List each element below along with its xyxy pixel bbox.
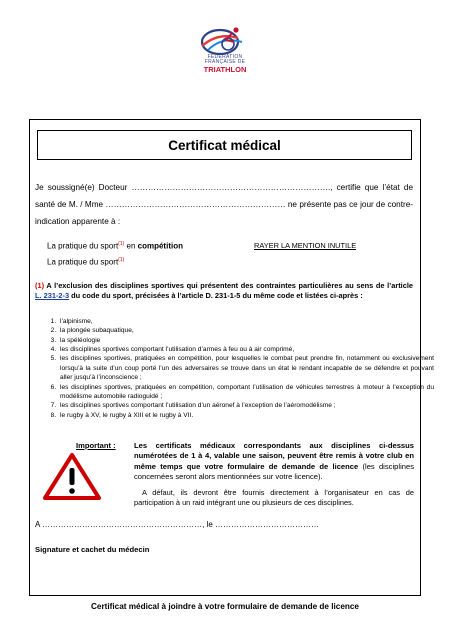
list-item: 4. les disciplines sportives comportant l’utilisation d’armes à feu ou à air comprimé, <box>58 345 434 354</box>
list-item: 1. l’alpinisme, <box>58 317 434 326</box>
important-second: A défaut, ils devront être fournis directement à l’organisateur en cas de participation à un raid intégrant une ou plusieurs de ces disciplines. <box>134 488 414 508</box>
option2-sup: (1) <box>118 257 125 263</box>
list-item: 8. le rugby à XV, le rugby à XIII et le rugby à VII. <box>58 411 434 420</box>
warning-triangle-icon <box>42 452 102 502</box>
list-item: 5. les disciplines sportives, pratiquées en compétition, pour lesquelles le combat peut prendre fin, notamment ou exclusivement lorsqu’à la suite d’un coup porté l’un des adversaires se trouve dans un état le rendant incapable de se défendre et pouvant aller jusqu’à l’inconscience ; <box>58 354 434 382</box>
option2-prefix: La pratique du sport <box>47 257 119 267</box>
option1-bold: compétition <box>137 241 183 251</box>
exclusion-text1: A l’exclusion des disciplines sportives qui présentent des contraintes particulières au sens de l’article <box>44 281 413 290</box>
title-text: Certificat médical <box>168 137 281 153</box>
option1-prefix: La pratique du sport <box>47 241 119 251</box>
important-label-text: Important <box>76 441 112 450</box>
important-bold: Les certificats médicaux correspondants aux disciplines ci-dessus numérotées de 1 à 4, valable une saison, peuvent être remis à votre club en même temps que votre formulaire de demande de licence <box>134 441 414 471</box>
option-pratique <box>47 257 124 268</box>
option1-mid: en <box>124 241 138 251</box>
exclusion-text <box>35 281 413 301</box>
logo-line3: TRIATHLON <box>203 65 247 74</box>
option1-sup: (1) <box>118 241 125 247</box>
important-label <box>76 441 116 450</box>
footer-text: Certificat médical à joindre à votre formulaire de demande de licence <box>90 602 359 611</box>
list-item: 7. les disciplines sportives comportant l’utilisation d’un aéronef à l’exception de l’aéromodélisme ; <box>58 401 434 410</box>
logo-line1: FÉDÉRATION <box>207 54 243 60</box>
article-link[interactable]: L. 231-2-3 <box>35 291 70 301</box>
logo-line2: FRANÇAISE DE <box>204 59 246 65</box>
list-item: 6. les disciplines sportives, pratiquées en compétition, comportant l’utilisation de véhicules terrestres à moteur à l’exception du modélisme automobile radioguidé ; <box>58 383 434 402</box>
strike-note: RAYER LA MENTION INUTILE <box>254 241 357 250</box>
signature-title: Signature et cachet du médecin <box>35 545 150 554</box>
logo-text <box>188 55 262 74</box>
list-item: 3. la spéléologie <box>58 336 434 345</box>
exclusion-marker: (1) <box>35 281 45 290</box>
important-colon: : <box>111 441 116 450</box>
list-item: 2. la plongée subaquatique, <box>58 326 434 335</box>
option-competition <box>47 241 183 252</box>
important-normal: (les disciplines concernées seront alors mentionnées sur votre licence). <box>134 461 414 482</box>
discipline-list <box>36 317 434 420</box>
exclusion-text2: du code du sport, précisées à l’article D. 231-1-5 du même code et listées ci-après : <box>69 291 363 301</box>
page-title <box>37 130 412 160</box>
signature-line: A ……………………………………………………, le ………………………………… <box>35 520 320 529</box>
important-text <box>134 441 414 483</box>
declaration-text: Je soussigné(e) Docteur ………………………………………………………………., certifie que l’état de santé de M. / Mme ………………………………………………………… ne présente pas ce jour de contre-indication apparente à : <box>35 183 413 226</box>
